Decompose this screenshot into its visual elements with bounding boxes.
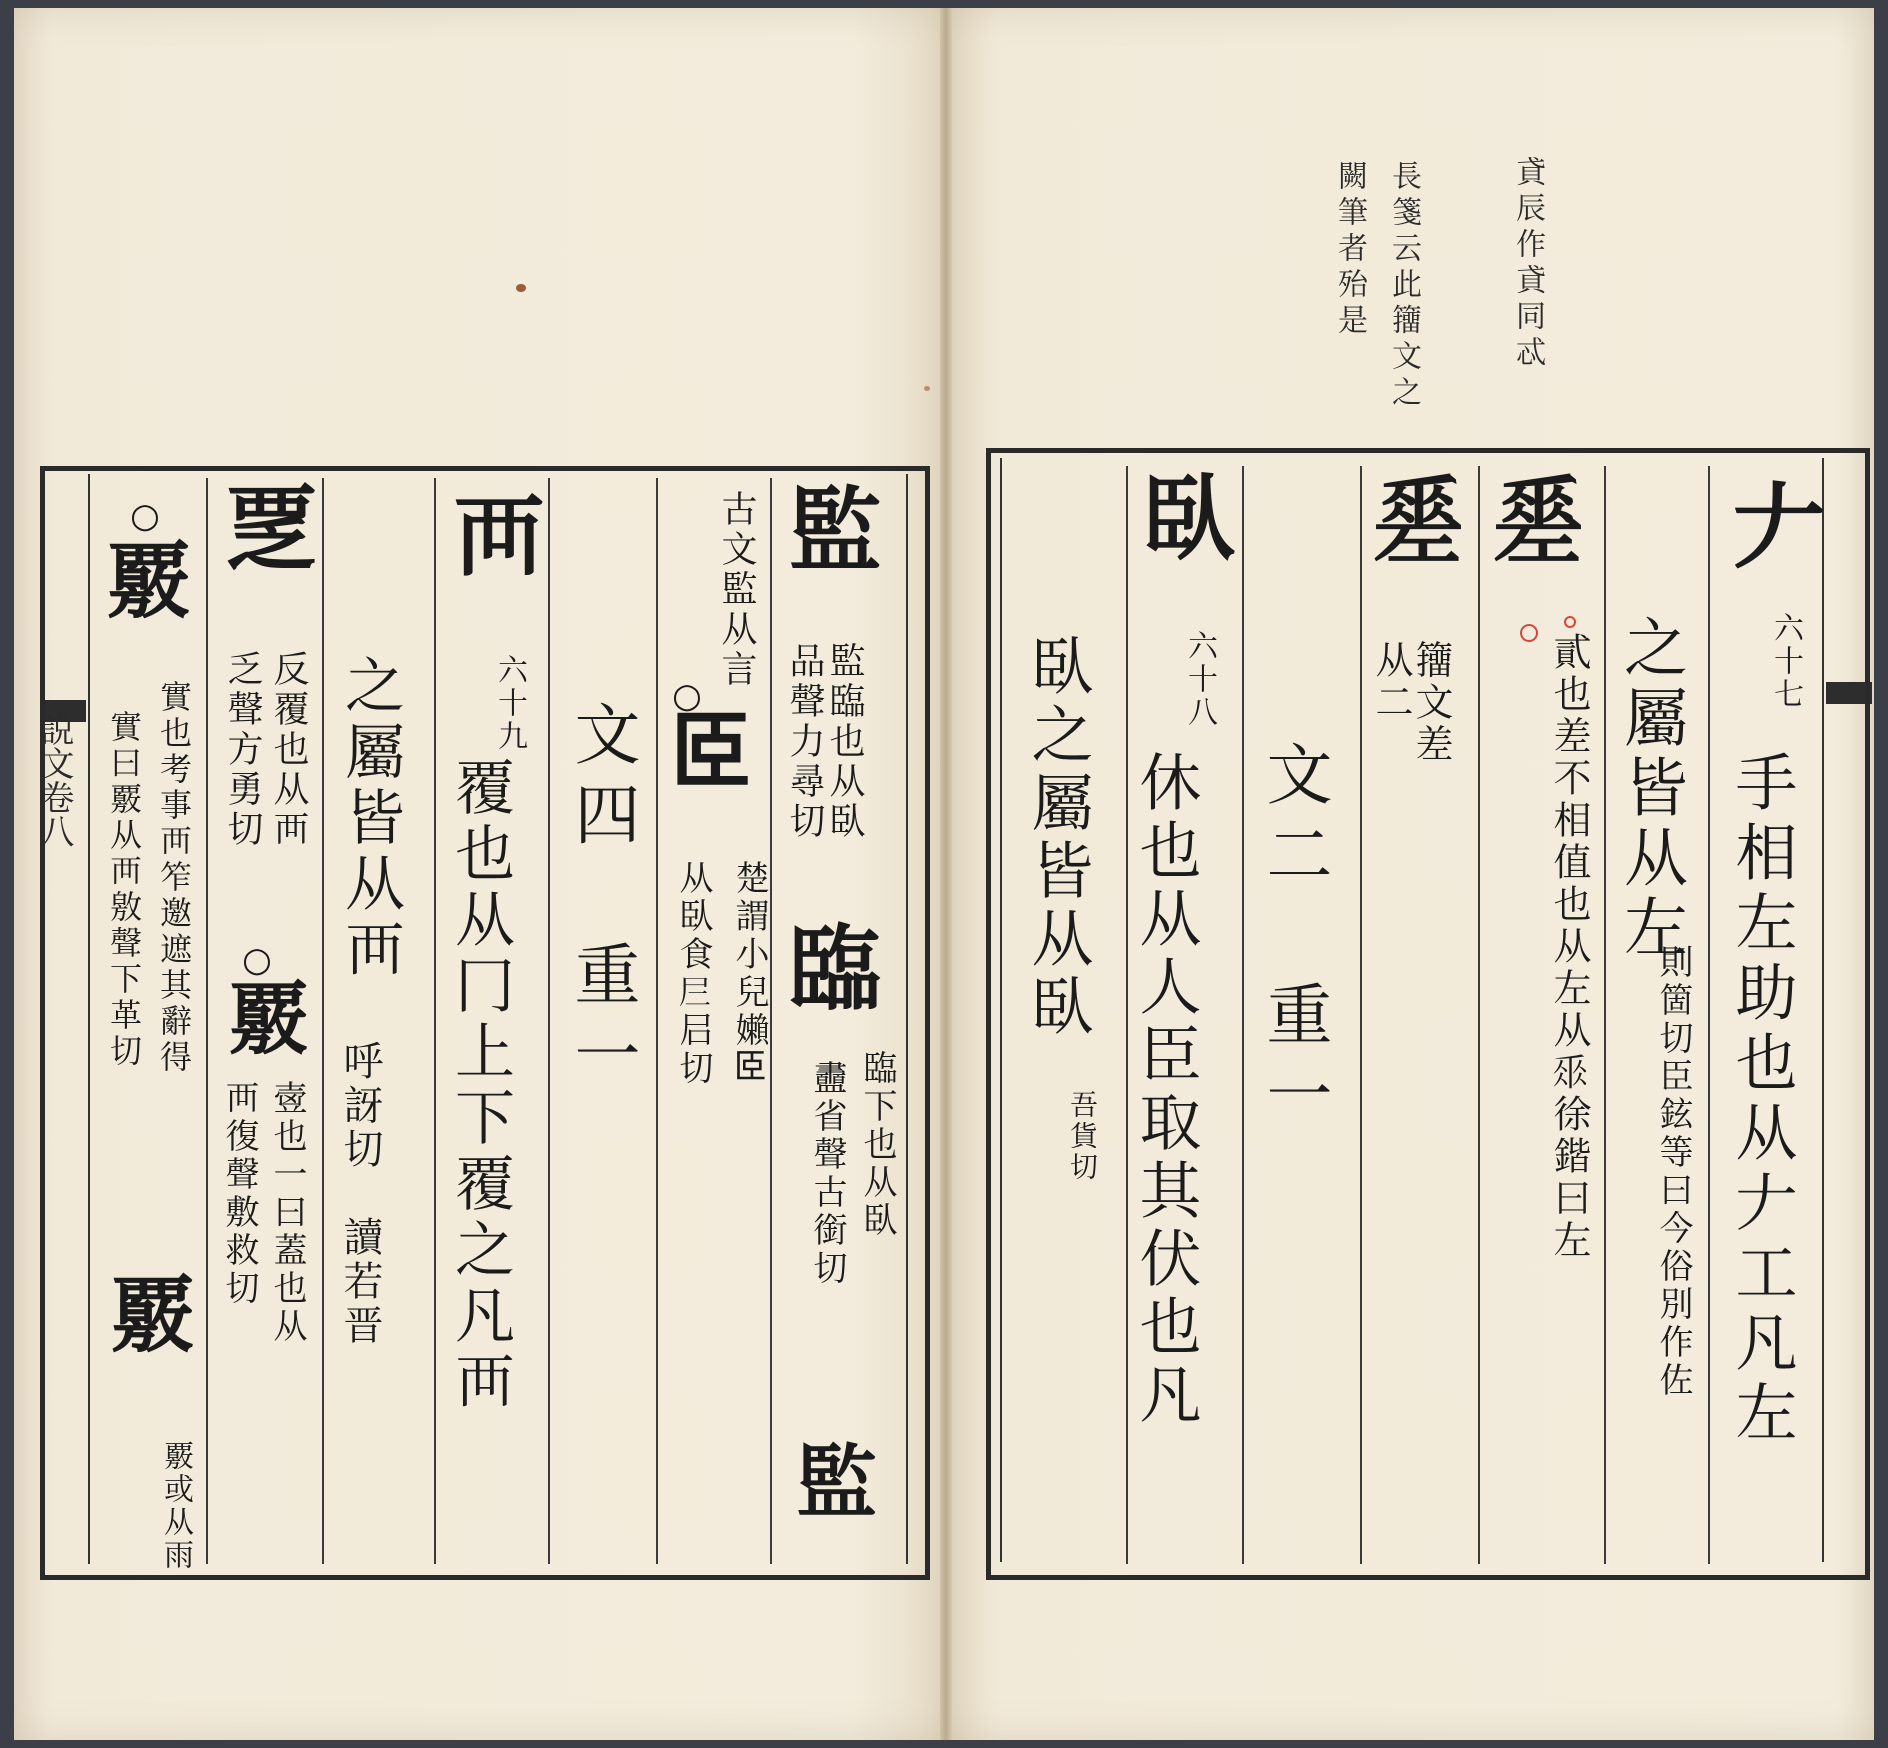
column-rule xyxy=(1478,466,1480,1564)
column-rule xyxy=(1126,466,1128,1564)
annotation-text: 从臥食𡰥𡰪切 xyxy=(673,860,713,1088)
entry-text: 休也从人臣取其伏也凡 xyxy=(1129,750,1202,1430)
seal-character: 臨 xyxy=(774,920,882,1016)
circle-marker: ○ xyxy=(237,940,277,986)
ink-stain xyxy=(924,386,930,391)
section-number: 六十七 xyxy=(1768,612,1803,711)
entry-text: 覆也从冂上下覆之凡襾 xyxy=(445,756,515,1416)
circle-marker: ○ xyxy=(667,676,707,722)
red-circle-mark xyxy=(1564,616,1576,628)
column-rule xyxy=(206,478,208,1564)
entry-text: 臥之屬皆从臥 xyxy=(1021,634,1094,1042)
annotation-text: 从二 xyxy=(1369,640,1413,724)
column-rule xyxy=(1360,466,1362,1564)
annotation-text: 楚謂小兒嬾𦣞 xyxy=(729,860,769,1088)
column-rule xyxy=(1708,466,1710,1564)
annotation-text: 古文監从言 xyxy=(716,490,757,690)
ink-stain xyxy=(516,284,526,292)
circle-marker: ○ xyxy=(125,496,165,542)
annotation-text: 㚃也一曰蓋也从 xyxy=(267,1080,307,1346)
seal-character: 監 xyxy=(783,1440,877,1524)
annotation-text: 貳也差不相值也从左从𠂹徐鍇曰左 xyxy=(1547,632,1591,1262)
entry-text: 手相左助也从𠂇工凡左 xyxy=(1725,750,1798,1450)
seal-character: 覂 xyxy=(210,480,318,576)
annotation-text: 監臨也从臥 xyxy=(824,642,865,842)
annotation-text: 品聲力尋切 xyxy=(784,642,825,842)
seal-character: 覈 xyxy=(215,976,309,1060)
column-rule xyxy=(1242,466,1244,1564)
handwritten-note: 貣辰作貣同忒 xyxy=(1510,156,1545,372)
handwritten-note: 闕筆者殆是 xyxy=(1332,160,1367,340)
annotation-text: 襾復聲敷救切 xyxy=(219,1080,259,1308)
book-gutter xyxy=(940,8,952,1740)
column-rule xyxy=(656,478,658,1564)
annotation-text: 則箇切臣鉉等曰今俗別作佐 xyxy=(1653,944,1693,1400)
entry-text: 之屬皆从左 xyxy=(1613,614,1687,964)
annotation-text: 反覆也从襾 xyxy=(268,650,309,850)
seal-character: 𦣞 xyxy=(659,710,758,798)
annotation-text: 吾貨切 xyxy=(1066,1090,1099,1183)
column-rule xyxy=(434,478,436,1564)
red-circle-mark xyxy=(1520,624,1538,642)
handwritten-note: 長箋云此籒文之 xyxy=(1386,160,1421,412)
seal-character: 覈 xyxy=(97,1270,196,1358)
seal-character: 𢀩 xyxy=(1482,470,1590,566)
seal-character: 臥 xyxy=(1128,470,1236,566)
seal-character: 覈 xyxy=(93,536,192,624)
annotation-text: 覈或从雨 xyxy=(158,1440,193,1572)
entry-text: 之屬皆从襾 xyxy=(335,654,405,984)
seal-character: 𢀩 xyxy=(1362,470,1470,566)
column-rule xyxy=(1604,466,1606,1564)
annotation-text: 籒文差 xyxy=(1409,640,1453,766)
seal-character: 𠂇 xyxy=(1718,478,1826,574)
annotation-text: 實曰覈从襾敫聲下革切 xyxy=(105,710,143,1070)
section-number: 六十八 xyxy=(1182,630,1217,729)
column-rule xyxy=(770,478,772,1564)
annotation-text: 臨下也从臥 xyxy=(857,1050,897,1240)
column-rule xyxy=(548,478,550,1564)
column-rule xyxy=(322,478,324,1564)
annotation-text: 實也考事襾笮邀遮其辭得 xyxy=(155,680,193,1076)
section-summary: 文二 重一 xyxy=(1255,740,1332,1140)
section-summary: 文四 重一 xyxy=(563,700,640,1100)
volume-margin-label: 説文卷八 xyxy=(34,712,74,848)
annotation-text: 䀌省聲古銜切 xyxy=(807,1060,847,1288)
section-number: 六十九 xyxy=(492,654,527,753)
right-inner-border xyxy=(1000,458,1824,1562)
seal-character: 監 xyxy=(774,482,882,578)
annotation-text: 乏聲方勇切 xyxy=(222,650,263,850)
seal-character: 襾 xyxy=(438,488,546,584)
annotation-text: 呼訝切 讀若晋 xyxy=(337,1040,383,1348)
